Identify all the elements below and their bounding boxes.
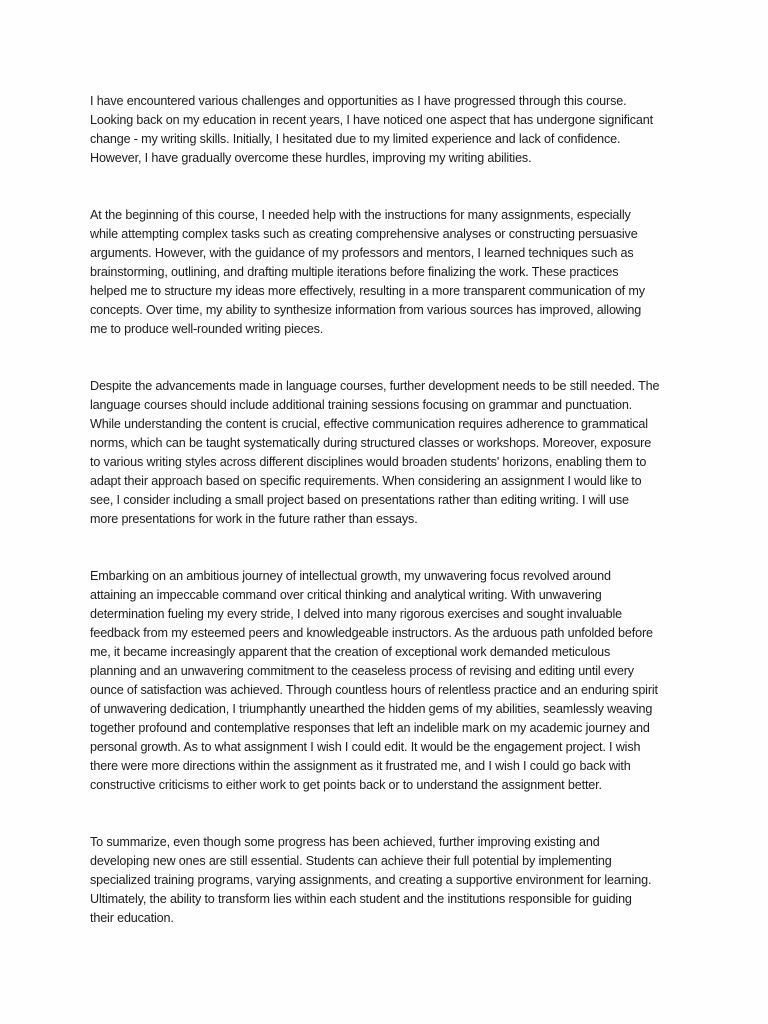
text-line: change - my writing skills. Initially, I hesitated due to my limited experience and lack of confidence. (90, 132, 621, 146)
text-line: personal growth. As to what assignment I wish I could edit. It would be the engagement project. I wish (90, 740, 641, 754)
text-line: specialized training programs, varying assignments, and creating a supportive environment for learning. (90, 873, 652, 887)
text-line: together profound and contemplative responses that left an indelible mark on my academic journey and (90, 721, 650, 735)
text-line: Ultimately, the ability to transform lies within each student and the institutions responsible for guiding (90, 892, 632, 906)
text-line: Despite the advancements made in language courses, further development needs to be still needed. The (90, 379, 660, 393)
paragraph-intro (90, 92, 682, 168)
text-line: attaining an impeccable command over critical thinking and analytical writing. With unwavering (90, 588, 602, 602)
text-line: However, I have gradually overcome these hurdles, improving my writing abilities. (90, 151, 532, 165)
text-line: Looking back on my education in recent years, I have noticed one aspect that has undergone significant (90, 113, 653, 127)
text-line: At the beginning of this course, I needed help with the instructions for many assignments, especially (90, 208, 631, 222)
text-line: of unwavering dedication, I triumphantly unearthed the hidden gems of my abilities, seamlessly weaving (90, 702, 653, 716)
text-line: while attempting complex tasks such as creating comprehensive analyses or constructing persuasive (90, 227, 638, 241)
paragraph-further-development (90, 377, 682, 529)
document-body (90, 92, 682, 966)
text-line: adapt their approach based on specific requirements. When considering an assignment I would like to (90, 474, 642, 488)
text-line: To summarize, even though some progress has been achieved, further improving existing and (90, 835, 600, 849)
text-line: helped me to structure my ideas more effectively, resulting in a more transparent communication of my (90, 284, 645, 298)
text-line: language courses should include additional training sessions focusing on grammar and punctuation. (90, 398, 633, 412)
text-line: arguments. However, with the guidance of my professors and mentors, I learned techniques such as (90, 246, 634, 260)
text-line: there were more directions within the assignment as it frustrated me, and I wish I could go back with (90, 759, 631, 773)
paragraph-summary (90, 833, 682, 928)
text-line: Embarking on an ambitious journey of intellectual growth, my unwavering focus revolved around (90, 569, 611, 583)
text-line: developing new ones are still essential. Students can achieve their full potential by implementing (90, 854, 612, 868)
text-line: ounce of satisfaction was achieved. Through countless hours of relentless practice and an enduring spirit (90, 683, 658, 697)
text-line: me, it became increasingly apparent that the creation of exceptional work demanded meticulous (90, 645, 611, 659)
text-line: their education. (90, 911, 174, 925)
text-line: to various writing styles across different disciplines would broaden students' horizons, enabling them to (90, 455, 647, 469)
text-line: me to produce well-rounded writing pieces. (90, 322, 324, 336)
text-line: While understanding the content is crucial, effective communication requires adherence to grammatical (90, 417, 648, 431)
text-line: more presentations for work in the future rather than essays. (90, 512, 418, 526)
paragraph-beginning-of-course (90, 206, 682, 339)
text-line: constructive criticisms to either work to get points back or to understand the assignment better. (90, 778, 602, 792)
text-line: determination fueling my every stride, I delved into many rigorous exercises and sought invaluable (90, 607, 623, 621)
text-line: I have encountered various challenges and opportunities as I have progressed through this course. (90, 94, 627, 108)
text-line: norms, which can be taught systematically during structured classes or workshops. Moreover, exposure (90, 436, 652, 450)
text-line: see, I consider including a small project based on presentations rather than editing writing. I will use (90, 493, 629, 507)
text-line: concepts. Over time, my ability to synthesize information from various sources has improved, allowing (90, 303, 642, 317)
text-line: feedback from my esteemed peers and knowledgeable instructors. As the arduous path unfolded before (90, 626, 653, 640)
text-line: brainstorming, outlining, and drafting multiple iterations before finalizing the work. These practices (90, 265, 619, 279)
text-line: planning and an unwavering commitment to the ceaseless process of revising and editing until every (90, 664, 634, 678)
paragraph-intellectual-growth (90, 567, 682, 795)
